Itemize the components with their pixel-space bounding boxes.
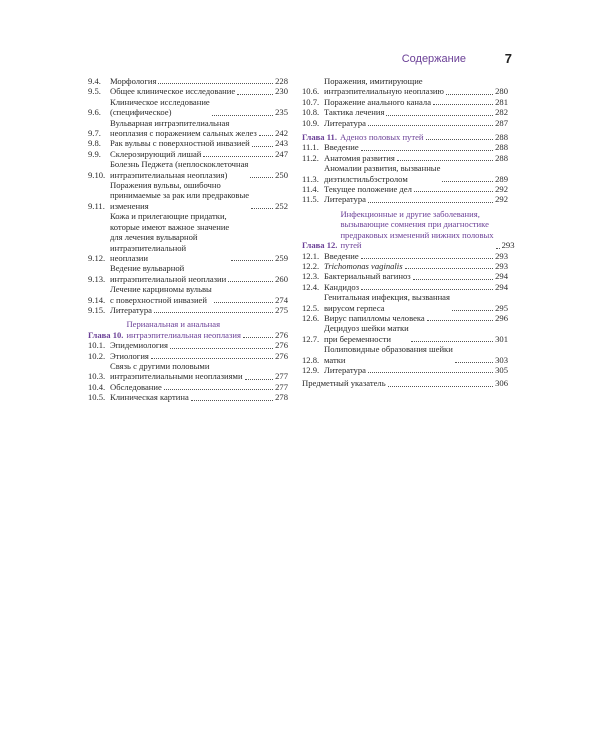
- section-number: 10.7.: [302, 96, 320, 107]
- entry-page-number: 306: [495, 378, 508, 389]
- entry-title: [110, 97, 210, 118]
- dot-leader: [361, 257, 493, 259]
- entry-title-line: Инфекционные и другие заболевания,: [340, 208, 480, 219]
- entry-title: [324, 251, 359, 261]
- toc-section-entry[interactable]: [302, 365, 508, 375]
- entry-page-number: 305: [495, 364, 508, 375]
- entry-page-number: 282: [495, 107, 508, 118]
- dot-leader: [158, 82, 273, 84]
- entry-title: [110, 340, 168, 350]
- toc-section-entry[interactable]: [88, 284, 288, 305]
- dot-leader: [164, 388, 273, 390]
- toc-section-entry[interactable]: [88, 351, 288, 361]
- entry-page-number: 287: [495, 117, 508, 128]
- entry-title-line: Литература: [324, 364, 366, 375]
- toc-chapter-entry[interactable]: [302, 208, 515, 251]
- entry-title: [324, 344, 453, 365]
- entry-title-line: диэтилстильбэстролом: [324, 173, 408, 184]
- entry-title: [324, 184, 412, 194]
- section-number: 12.7.: [302, 333, 320, 344]
- toc-section-entry[interactable]: [88, 180, 288, 211]
- entry-title-line: для лечения вульварной: [110, 232, 198, 243]
- entry-page-number: 289: [495, 173, 508, 184]
- entry-page-number: 293: [501, 240, 515, 251]
- entry-page-number: 292: [495, 194, 508, 205]
- entry-title: [302, 378, 386, 388]
- chapter-number: Глава 11.: [302, 132, 337, 143]
- entry-title-line: интраэпителиальной: [110, 242, 187, 253]
- entry-title-line: при беременности: [324, 333, 391, 344]
- entry-title-line: Анатомия развития: [324, 152, 395, 163]
- section-number: 9.4.: [88, 76, 101, 86]
- toc-section-entry[interactable]: [302, 153, 508, 163]
- entry-title: [324, 271, 411, 281]
- dot-leader: [397, 159, 493, 161]
- dot-leader: [427, 319, 493, 321]
- toc-section-entry[interactable]: [88, 76, 288, 86]
- entry-title: [110, 76, 156, 86]
- section-number: 10.2.: [88, 350, 106, 361]
- toc-section-entry[interactable]: [88, 340, 288, 350]
- toc-chapter-entry[interactable]: [88, 319, 288, 340]
- toc-section-entry[interactable]: [88, 263, 288, 284]
- entry-title-line: интраэпителиальная неоплазия: [126, 329, 241, 340]
- entry-page-number: 250: [275, 169, 288, 180]
- dot-leader: [414, 190, 493, 192]
- dot-leader: [442, 180, 493, 182]
- entry-page-number: 274: [275, 294, 288, 305]
- entry-title-line: (специфическое): [110, 107, 172, 118]
- entry-page-number: 288: [495, 132, 508, 143]
- dot-leader: [452, 309, 493, 311]
- entry-title: [324, 365, 366, 375]
- entry-page-number: 259: [275, 252, 288, 263]
- entry-title: [324, 282, 359, 292]
- entry-title-line: Эпидемиология: [110, 340, 168, 351]
- toc-right-column: [302, 76, 515, 389]
- toc-section-entry[interactable]: [302, 251, 508, 261]
- dot-leader: [231, 259, 273, 261]
- entry-page-number: 301: [495, 333, 508, 344]
- entry-page-number: 288: [495, 142, 508, 153]
- entry-page-number: 288: [495, 152, 508, 163]
- entry-title-line: Перианальная и анальная: [126, 319, 221, 330]
- entry-title: [110, 138, 250, 148]
- header-title: Содержание: [401, 53, 466, 65]
- entry-page-number: 276: [275, 340, 288, 351]
- entry-page-number: 260: [275, 273, 288, 284]
- toc-section-entry[interactable]: [302, 118, 508, 128]
- entry-page-number: 277: [275, 381, 288, 392]
- section-number: 9.13.: [88, 273, 106, 284]
- dot-leader: [151, 357, 273, 359]
- entry-title: [340, 209, 493, 251]
- entry-title: [324, 313, 425, 323]
- entry-page-number: 230: [275, 86, 288, 97]
- dot-leader: [170, 347, 273, 349]
- dot-leader: [446, 93, 493, 95]
- entry-title: [324, 118, 366, 128]
- entry-title-line: предраковых изменений нижних половых: [340, 229, 494, 240]
- section-number: 10.6.: [302, 86, 320, 97]
- section-number: 9.8.: [88, 138, 101, 149]
- toc-section-entry[interactable]: [302, 142, 508, 152]
- toc-section-entry[interactable]: [88, 305, 288, 315]
- entry-page-number: 280: [495, 86, 508, 97]
- entry-title-line: Введение: [324, 142, 359, 153]
- entry-title-line: интраэпителиальной неоплазии: [110, 273, 227, 284]
- section-number: 9.14.: [88, 294, 106, 305]
- dot-leader: [251, 207, 273, 209]
- toc-section-entry[interactable]: [88, 149, 288, 159]
- entry-title-line: Полиповидные образования шейки: [324, 344, 453, 355]
- section-number: 10.1.: [88, 340, 106, 351]
- entry-title-line: изменения: [110, 200, 149, 211]
- entry-title-line: Литература: [324, 194, 366, 205]
- section-number: 10.4.: [88, 381, 106, 392]
- entry-page-number: 277: [275, 371, 288, 382]
- entry-title: [324, 261, 403, 271]
- entry-title: [110, 86, 235, 96]
- entry-page-number: 276: [275, 329, 288, 340]
- entry-title-line: интраэпителиальными неоплазиями: [110, 371, 243, 382]
- dot-leader: [361, 288, 493, 290]
- entry-page-number: 292: [495, 184, 508, 195]
- section-number: 12.4.: [302, 281, 320, 292]
- dot-leader: [496, 247, 500, 249]
- entry-title: [110, 305, 152, 315]
- section-number: 12.8.: [302, 354, 320, 365]
- section-number: 11.5.: [302, 194, 319, 205]
- toc-section-entry[interactable]: [302, 344, 508, 365]
- entry-page-number: 228: [275, 76, 288, 86]
- toc-index-entry[interactable]: [302, 378, 508, 388]
- entry-title-line: Рак вульвы с поверхностной инвазией: [110, 138, 250, 149]
- entry-title-line: Склерозирующий лишай: [110, 148, 202, 159]
- section-number: 10.5.: [88, 392, 106, 403]
- entry-title-line: Кожа и прилегающие придатки,: [110, 211, 227, 222]
- dot-leader: [214, 301, 273, 303]
- entry-title: [324, 142, 359, 152]
- entry-title: [126, 319, 240, 340]
- entry-title: [324, 323, 409, 344]
- section-number: 12.5.: [302, 302, 320, 313]
- entry-title-line: Децидуоз шейки матки: [324, 323, 409, 334]
- entry-title-line: принимаемые за рак или предраковые: [110, 190, 250, 201]
- entry-title: [324, 76, 444, 97]
- entry-page-number: 242: [275, 128, 288, 139]
- entry-page-number: 243: [275, 138, 288, 149]
- section-number: 11.4.: [302, 184, 319, 195]
- page-number: 7: [504, 51, 512, 66]
- entry-page-number: 294: [495, 271, 508, 282]
- entry-title-line: Связь с другими половыми: [110, 360, 210, 371]
- section-number: 12.1.: [302, 250, 320, 261]
- entry-title-line: Поражения, имитирующие: [324, 76, 423, 86]
- toc-section-entry[interactable]: [302, 271, 508, 281]
- entry-title-line: Поражения вульвы, ошибочно: [110, 180, 221, 191]
- dot-leader: [259, 134, 273, 136]
- entry-page-number: 278: [275, 392, 288, 403]
- entry-title-line: интраэпителиальная неоплазия): [110, 169, 228, 180]
- dot-leader: [212, 114, 273, 116]
- dot-leader: [386, 114, 493, 116]
- toc-section-entry[interactable]: [302, 292, 508, 313]
- toc-section-entry[interactable]: [88, 211, 288, 263]
- entry-title: [110, 149, 201, 159]
- dot-leader: [250, 176, 273, 178]
- entry-title: [110, 180, 249, 211]
- entry-title: [110, 118, 257, 139]
- entry-title-line: Аденоз половых путей: [339, 132, 424, 143]
- dot-leader: [455, 361, 493, 363]
- entry-title: [324, 194, 366, 204]
- entry-title-line: Общее клиническое исследование: [110, 86, 236, 97]
- entry-page-number: 275: [275, 304, 288, 315]
- dot-leader: [426, 138, 494, 140]
- entry-title-line: Кандидоз: [324, 281, 360, 292]
- entry-page-number: 293: [495, 250, 508, 261]
- dot-leader: [228, 280, 273, 282]
- entry-title-line: Аномалии развития, вызванные: [324, 163, 441, 174]
- dot-leader: [433, 103, 493, 105]
- toc-section-entry[interactable]: [302, 323, 508, 344]
- entry-title-line: Этиология: [110, 350, 149, 361]
- entry-title-line: Обследование: [110, 381, 162, 392]
- entry-title-line: Ведение вульварной: [110, 263, 185, 274]
- entry-title-line: Литература: [110, 304, 152, 315]
- entry-title-line: Поражение анального канала: [324, 96, 432, 107]
- chapter-number: Глава 12.: [302, 240, 338, 251]
- entry-title-line: Trichomonas vaginalis: [324, 260, 403, 271]
- toc-section-entry[interactable]: [88, 86, 288, 96]
- toc-section-entry[interactable]: [88, 382, 288, 392]
- entry-title: [110, 263, 226, 284]
- entry-page-number: 276: [275, 350, 288, 361]
- entry-title-line: неоплазия с поражением сальных желез: [110, 128, 257, 139]
- toc-section-entry[interactable]: [88, 138, 288, 148]
- entry-page-number: 295: [495, 302, 508, 313]
- entry-title-line: Клиническое исследование: [110, 96, 210, 107]
- dot-leader: [411, 340, 493, 342]
- entry-title-line: которые имеют важное значение: [110, 221, 230, 232]
- dot-leader: [405, 267, 494, 269]
- dot-leader: [245, 378, 274, 380]
- entry-page-number: 296: [495, 312, 508, 323]
- entry-title: [110, 361, 243, 382]
- section-number: 12.9.: [302, 364, 320, 375]
- entry-title-line: Вирус папилломы человека: [324, 312, 425, 323]
- entry-title-line: интраэпителиальную неоплазию: [324, 86, 444, 97]
- section-number: 9.9.: [88, 148, 101, 159]
- section-number: 10.8.: [302, 107, 320, 118]
- entry-title: [340, 132, 424, 142]
- section-number: 10.9.: [302, 117, 320, 128]
- entry-page-number: 235: [275, 107, 288, 118]
- entry-title-line: вызывающие сомнения при диагностике: [340, 219, 489, 230]
- toc-section-entry[interactable]: [302, 97, 508, 107]
- section-number: 9.6.: [88, 107, 101, 118]
- entry-title-line: вирусом герпеса: [324, 302, 385, 313]
- entry-title-line: Предметный указатель: [302, 378, 386, 389]
- section-number: 9.11.: [88, 200, 105, 211]
- entry-title-line: Текущее положение дел: [324, 184, 412, 195]
- section-number: 11.1.: [302, 142, 319, 153]
- section-number: 9.7.: [88, 128, 101, 139]
- dot-leader: [191, 399, 273, 401]
- toc-section-entry[interactable]: [88, 159, 288, 180]
- toc-section-entry[interactable]: [302, 313, 508, 323]
- entry-page-number: 303: [495, 354, 508, 365]
- entry-title-line: Бактериальный вагиноз: [324, 271, 411, 282]
- entry-title: [324, 292, 450, 313]
- section-number: 12.6.: [302, 312, 320, 323]
- entry-title: [110, 392, 189, 402]
- entry-title: [110, 211, 229, 263]
- entry-title-line: Морфология: [110, 76, 157, 86]
- entry-title: [110, 159, 248, 180]
- section-number: 10.3.: [88, 371, 106, 382]
- entry-page-number: 247: [275, 148, 288, 159]
- section-number: 11.2.: [302, 152, 319, 163]
- entry-title: [324, 163, 440, 184]
- entry-page-number: 252: [275, 200, 288, 211]
- entry-title: [110, 382, 162, 392]
- entry-title-line: Генитальная инфекция, вызванная: [324, 292, 450, 303]
- toc-section-entry[interactable]: [302, 163, 508, 184]
- section-number: 9.15.: [88, 304, 106, 315]
- dot-leader: [368, 201, 493, 203]
- section-number: 12.3.: [302, 271, 320, 282]
- toc-left-column: [88, 76, 288, 403]
- toc-section-entry[interactable]: [88, 361, 288, 382]
- toc-chapter-entry[interactable]: [302, 132, 508, 142]
- toc-section-entry[interactable]: [88, 97, 288, 118]
- entry-title-line: Тактика лечения: [324, 107, 385, 118]
- dot-leader: [388, 385, 493, 387]
- entry-title-line: с поверхностной инвазией: [110, 294, 207, 305]
- toc-section-entry[interactable]: [302, 261, 508, 271]
- dot-leader: [154, 311, 273, 313]
- dot-leader: [361, 149, 493, 151]
- section-number: 12.2.: [302, 260, 320, 271]
- toc-section-entry[interactable]: [302, 107, 508, 117]
- entry-title-line: Литература: [324, 117, 366, 128]
- dot-leader: [368, 371, 493, 373]
- entry-title-line: Введение: [324, 250, 359, 261]
- entry-title-line: матки: [324, 354, 346, 365]
- entry-title: [324, 97, 431, 107]
- dot-leader: [203, 155, 273, 157]
- toc-section-entry[interactable]: [88, 392, 288, 402]
- entry-title: [110, 284, 212, 305]
- section-number: 11.3.: [302, 173, 319, 184]
- chapter-number: Глава 10.: [88, 329, 124, 340]
- entry-title-line: Клиническая картина: [110, 392, 189, 403]
- dot-leader: [243, 336, 273, 338]
- toc-section-entry[interactable]: [302, 184, 508, 194]
- dot-leader: [252, 145, 273, 147]
- entry-title-line: неоплазии: [110, 252, 149, 263]
- entry-page-number: 281: [495, 96, 508, 107]
- toc-section-entry[interactable]: [302, 282, 508, 292]
- entry-title: [324, 107, 384, 117]
- dot-leader: [413, 278, 493, 280]
- entry-title: [324, 153, 395, 163]
- entry-page-number: 293: [495, 260, 508, 271]
- dot-leader: [237, 93, 273, 95]
- entry-title: [110, 351, 149, 361]
- dot-leader: [368, 124, 493, 126]
- section-number: 9.5.: [88, 86, 101, 97]
- entry-title-line: Лечение карциномы вульвы: [110, 284, 212, 295]
- toc-section-entry[interactable]: [302, 194, 508, 204]
- toc-section-entry[interactable]: [88, 118, 288, 139]
- toc-section-entry[interactable]: [302, 76, 508, 97]
- section-number: 9.12.: [88, 252, 106, 263]
- entry-page-number: 294: [495, 281, 508, 292]
- entry-title-line: Вульварная интраэпителиальная: [110, 117, 230, 128]
- entry-title-line: Болезнь Педжета (неплоскоклеточная: [110, 159, 249, 170]
- section-number: 9.10.: [88, 169, 106, 180]
- entry-title-line: путей: [340, 240, 362, 251]
